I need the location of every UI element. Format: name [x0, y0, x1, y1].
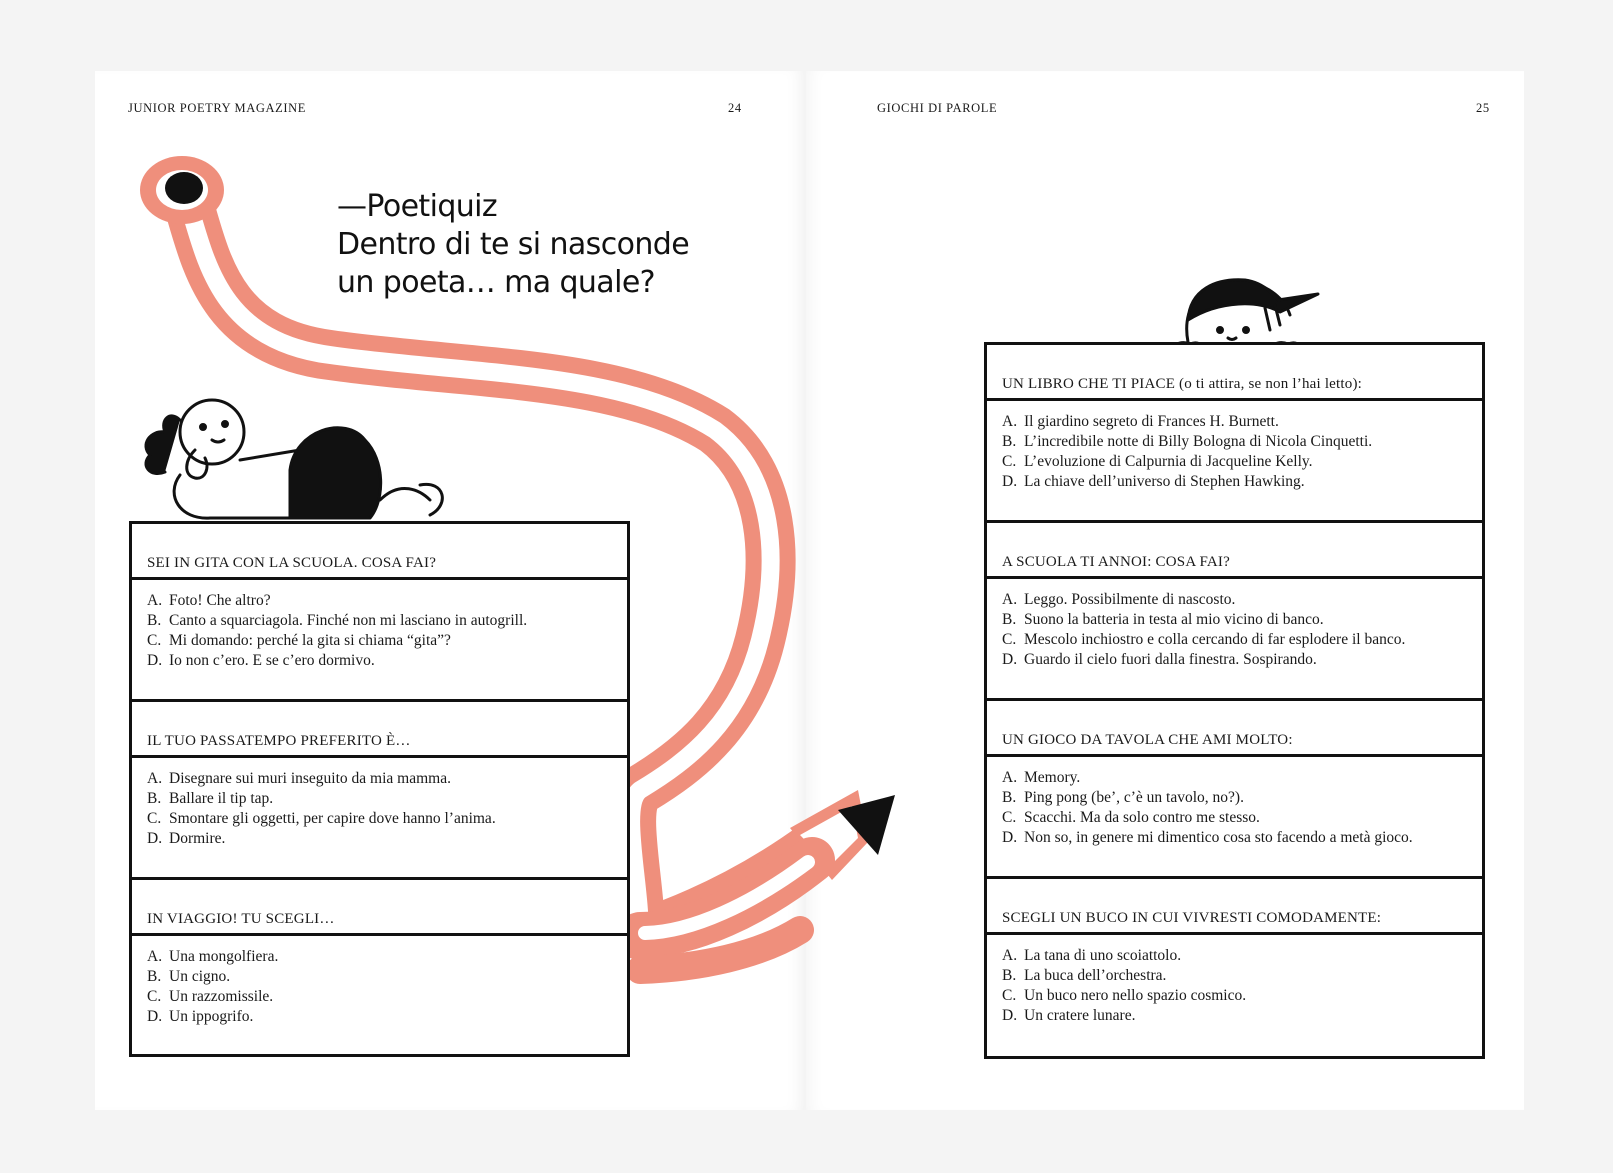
- question-header: [987, 701, 1482, 757]
- answer-option[interactable]: [147, 769, 627, 789]
- answer-option[interactable]: [147, 829, 627, 849]
- question-header: [132, 524, 627, 580]
- title-line: —Poetiquiz: [337, 189, 498, 224]
- answer-text: Foto! Che altro?: [169, 592, 271, 609]
- answer-text: Una mongolfiera.: [169, 948, 279, 965]
- answer-list: [987, 935, 1482, 1026]
- answer-list: [132, 758, 627, 849]
- answer-letter: D.: [1002, 829, 1018, 846]
- answer-text: Ping pong (be’, c’è un tavolo, no?).: [1024, 789, 1244, 806]
- answer-option[interactable]: [147, 947, 627, 967]
- answer-option[interactable]: [1002, 432, 1482, 452]
- answer-letter: D.: [1002, 473, 1018, 490]
- question-text: SCEGLI UN BUCO IN CUI VIVRESTI COMODAMENTE:: [1002, 910, 1382, 926]
- answer-letter: B.: [1002, 433, 1017, 450]
- answer-option[interactable]: [147, 967, 627, 987]
- answer-option[interactable]: [1002, 610, 1482, 630]
- answer-text: Io non c’ero. E se c’ero dormivo.: [169, 652, 375, 669]
- title-line: Dentro di te si nasconde: [337, 227, 690, 262]
- answer-letter: B.: [1002, 967, 1017, 984]
- answer-letter: D.: [147, 830, 163, 847]
- title-line: un poeta… ma quale?: [337, 265, 655, 300]
- question-text: IL TUO PASSATEMPO PREFERITO È…: [147, 733, 411, 749]
- answer-text: Un cigno.: [169, 968, 231, 985]
- answer-letter: C.: [147, 632, 162, 649]
- question-block: [987, 345, 1482, 523]
- answer-letter: C.: [147, 988, 162, 1005]
- running-head-left: JUNIOR POETRY MAGAZINE: [128, 101, 307, 115]
- answer-text: Il giardino segreto di Frances H. Burnett.: [1024, 413, 1279, 430]
- question-block: [987, 879, 1482, 1051]
- answer-option[interactable]: [1002, 986, 1482, 1006]
- answer-option[interactable]: [1002, 412, 1482, 432]
- page-number-right: 25: [1476, 101, 1490, 115]
- answer-letter: A.: [1002, 947, 1018, 964]
- answer-option[interactable]: [1002, 472, 1482, 492]
- question-block: [987, 701, 1482, 879]
- answer-option[interactable]: [1002, 768, 1482, 788]
- answer-text: Mescolo inchiostro e colla cercando di far esplodere il banco.: [1024, 631, 1406, 648]
- answer-text: L’incredibile notte di Billy Bologna di Nicola Cinquetti.: [1024, 433, 1373, 450]
- question-header: [987, 523, 1482, 579]
- answer-list: [987, 579, 1482, 670]
- question-text: IN VIAGGIO! TU SCEGLI…: [147, 911, 335, 927]
- answer-option[interactable]: [1002, 1006, 1482, 1026]
- answer-letter: A.: [1002, 769, 1018, 786]
- answer-list: [987, 401, 1482, 492]
- answer-text: Leggo. Possibilmente di nascosto.: [1024, 591, 1236, 608]
- question-text: UN LIBRO CHE TI PIACE (o ti attira, se non l’hai letto):: [1002, 376, 1363, 392]
- answer-letter: C.: [1002, 987, 1017, 1004]
- answer-letter: A.: [1002, 591, 1018, 608]
- answer-letter: C.: [1002, 453, 1017, 470]
- answer-letter: A.: [1002, 413, 1018, 430]
- answer-letter: C.: [1002, 631, 1017, 648]
- answer-option[interactable]: [1002, 828, 1482, 848]
- answer-option[interactable]: [1002, 452, 1482, 472]
- answer-text: La tana di uno scoiattolo.: [1024, 947, 1182, 964]
- answer-text: L’evoluzione di Calpurnia di Jacqueline Kelly.: [1024, 453, 1313, 470]
- question-header: [987, 879, 1482, 935]
- question-header: [132, 702, 627, 758]
- answer-text: Dormire.: [169, 830, 226, 847]
- question-text: SEI IN GITA CON LA SCUOLA. COSA FAI?: [147, 555, 437, 571]
- answer-option[interactable]: [147, 789, 627, 809]
- answer-text: Canto a squarciagola. Finché non mi lasciano in autogrill.: [169, 612, 528, 629]
- answer-list: [987, 757, 1482, 848]
- answer-letter: D.: [147, 1008, 163, 1025]
- answer-text: Disegnare sui muri inseguito da mia mamma.: [169, 770, 451, 787]
- answer-letter: C.: [1002, 809, 1017, 826]
- answer-option[interactable]: [1002, 808, 1482, 828]
- answer-option[interactable]: [1002, 788, 1482, 808]
- answer-option[interactable]: [147, 1007, 627, 1027]
- answer-text: Suono la batteria in testa al mio vicino di banco.: [1024, 611, 1324, 628]
- answer-text: Smontare gli oggetti, per capire dove hanno l’anima.: [169, 810, 496, 827]
- answer-letter: D.: [147, 652, 163, 669]
- answer-option[interactable]: [1002, 590, 1482, 610]
- answer-text: Ballare il tip tap.: [169, 790, 274, 807]
- question-block: [987, 523, 1482, 701]
- answer-option[interactable]: [1002, 946, 1482, 966]
- answer-letter: A.: [147, 948, 163, 965]
- answer-option[interactable]: [147, 631, 627, 651]
- answer-text: La buca dell’orchestra.: [1024, 967, 1167, 984]
- answer-letter: A.: [147, 770, 163, 787]
- answer-option[interactable]: [147, 987, 627, 1007]
- answer-option[interactable]: [1002, 966, 1482, 986]
- pencil-eraser-icon: [140, 156, 224, 224]
- answer-letter: D.: [1002, 1007, 1018, 1024]
- answer-text: Un ippogrifo.: [169, 1008, 254, 1025]
- answer-text: Scacchi. Ma da solo contro me stesso.: [1024, 809, 1260, 826]
- answer-text: Un razzomissile.: [169, 988, 274, 1005]
- answer-letter: B.: [1002, 611, 1017, 628]
- quiz-box-left: [129, 521, 630, 1057]
- answer-option[interactable]: [147, 651, 627, 671]
- answer-option[interactable]: [147, 809, 627, 829]
- answer-letter: B.: [147, 790, 162, 807]
- answer-letter: B.: [147, 612, 162, 629]
- answer-option[interactable]: [147, 591, 627, 611]
- answer-text: Un cratere lunare.: [1024, 1007, 1136, 1024]
- question-block: [132, 524, 627, 702]
- quiz-title: [337, 188, 689, 302]
- answer-option[interactable]: [147, 611, 627, 631]
- question-block: [132, 702, 627, 880]
- running-head-right: GIOCHI DI PAROLE: [877, 101, 998, 115]
- question-header: [987, 345, 1482, 401]
- answer-letter: C.: [147, 810, 162, 827]
- quiz-box-right: [984, 342, 1485, 1059]
- answer-text: La chiave dell’universo di Stephen Hawking.: [1024, 473, 1305, 490]
- answer-list: [132, 936, 627, 1027]
- question-text: UN GIOCO DA TAVOLA CHE AMI MOLTO:: [1002, 732, 1293, 748]
- page-number-left: 24: [728, 101, 742, 115]
- answer-letter: B.: [147, 968, 162, 985]
- answer-text: Memory.: [1024, 769, 1081, 786]
- answer-text: Non so, in genere mi dimentico cosa sto facendo a metà gioco.: [1024, 829, 1413, 846]
- answer-letter: A.: [147, 592, 163, 609]
- answer-text: Mi domando: perché la gita si chiama “gita”?: [169, 632, 451, 649]
- question-text: A SCUOLA TI ANNOI: COSA FAI?: [1002, 554, 1230, 570]
- answer-list: [132, 580, 627, 671]
- answer-option[interactable]: [1002, 650, 1482, 670]
- answer-text: Un buco nero nello spazio cosmico.: [1024, 987, 1247, 1004]
- answer-letter: D.: [1002, 651, 1018, 668]
- answer-letter: B.: [1002, 789, 1017, 806]
- question-header: [132, 880, 627, 936]
- answer-option[interactable]: [1002, 630, 1482, 650]
- answer-text: Guardo il cielo fuori dalla finestra. Sospirando.: [1024, 651, 1317, 668]
- question-block: [132, 880, 627, 1052]
